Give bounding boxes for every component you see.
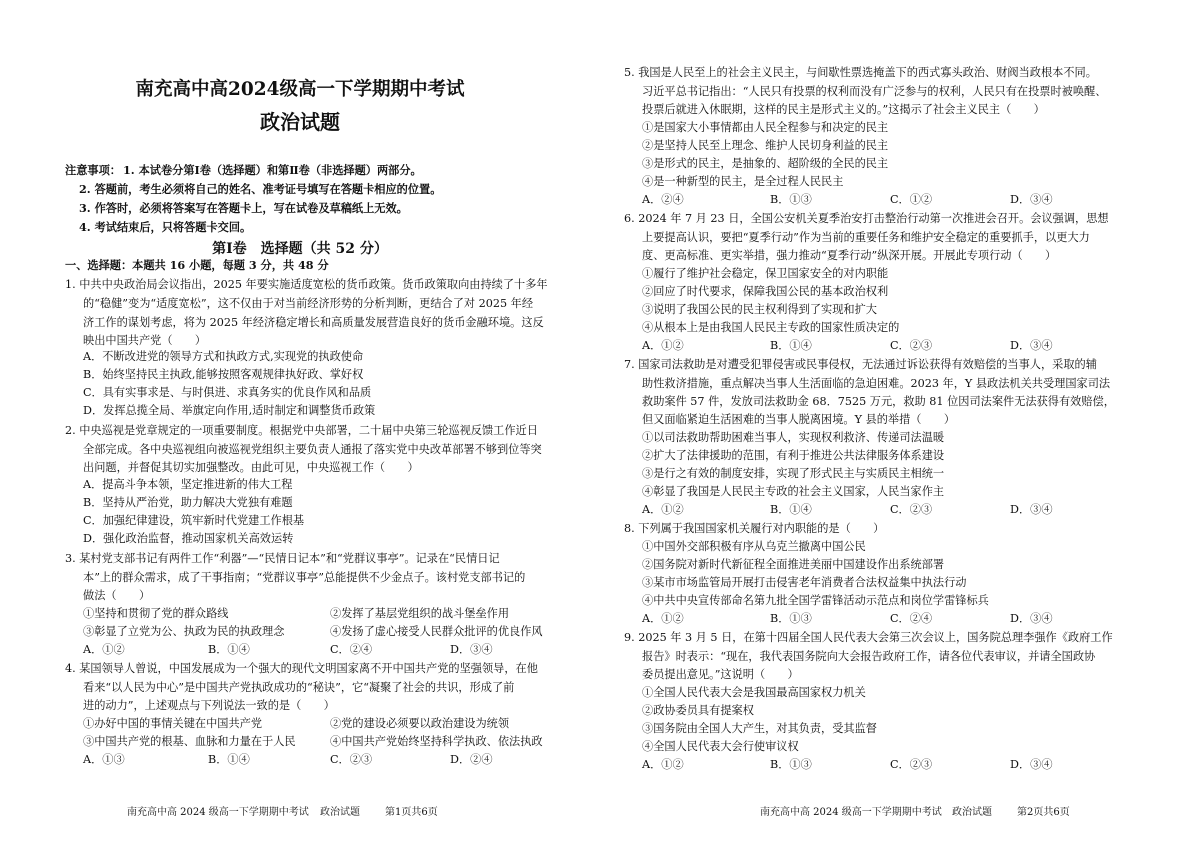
- question-9-choice: A．①②: [642, 758, 684, 771]
- question-7-choice: A．①②: [642, 503, 684, 516]
- question-8-item: ②国务院对新时代新征程全面推进美丽中国建设作出系统部署: [642, 558, 945, 571]
- question-2-option: B．坚持从严治党，助力解决大党独有难题: [83, 496, 293, 509]
- question-6-choice: D．③④: [1010, 339, 1053, 352]
- footer-school: 南充高中高 2024 级高一下学期期中考试: [127, 807, 309, 818]
- question-6-choice: A．①②: [642, 339, 684, 352]
- note-item: 4. 考试结束后，只将答题卡交回。: [79, 220, 252, 234]
- question-3-item: ④发扬了虚心接受人民群众批评的优良作风: [330, 625, 543, 638]
- question-3-line: 3. 某村党支部书记有两件工作“利器”—“民情日记本”和“党群议事亭”。记录在“民情日记: [65, 552, 500, 565]
- section-title: 第Ⅰ卷 选择题（共 52 分）: [212, 241, 388, 257]
- question-7-line: 7. 国家司法救助是对遭受犯罪侵害或民事侵权，无法通过诉讼获得有效赔偿的当事人，采取的辅: [624, 358, 1097, 371]
- question-3-choice: D．③④: [450, 643, 493, 656]
- question-1-line: 济工作的谋划考虑，将为 2025 年经济稳定增长和高质量发展营造良好的货币金融环境。这反: [83, 316, 544, 329]
- question-7-item: ②扩大了法律援助的范围，有利于推进公共法律服务体系建设: [642, 449, 945, 462]
- question-8-choice: C．②④: [890, 612, 933, 625]
- question-7-item: ①以司法救助帮助困难当事人，实现权利救济、传递司法温暖: [642, 431, 945, 444]
- question-5-choice: A．②④: [642, 193, 684, 206]
- question-9-line: 报告》时表示：“现在，我代表国务院向大会报告政府工作，请各位代表审议，并请全国政协: [642, 650, 1096, 663]
- question-1-line: 1. 中共中央政治局会议指出，2025 年要实施适度宽松的货币政策。货币政策取向由持续了十多年: [65, 278, 548, 291]
- question-9-choice: D．③④: [1010, 758, 1053, 771]
- question-2-option: D．强化政治监督，推动国家机关高效运转: [83, 532, 294, 545]
- question-8-choice: B．①③: [770, 612, 812, 625]
- footer-subject: 政治试题: [320, 807, 360, 818]
- question-5-line: 投票后就进入休眠期，这样的民主是形式主义的。”这揭示了社会主义民主（ ）: [642, 103, 1045, 116]
- note-item: 2. 答题前，考生必须将自己的姓名、准考证号填写在答题卡相应的位置。: [79, 182, 442, 196]
- question-6-choice: C．②③: [890, 339, 933, 352]
- question-6-item: ②回应了时代要求，保障我国公民的基本政治权利: [642, 285, 889, 298]
- question-9-line: 委员提出意见。”这说明（ ）: [642, 668, 799, 681]
- question-4-item: ①办好中国的事情关键在中国共产党: [83, 717, 263, 730]
- question-9-line: 9. 2025 年 3 月 5 日，在第十四届全国人民代表大会第三次会议上，国务院总理李强作《政府工作: [624, 631, 1113, 644]
- question-5-item: ③是形式的民主，是抽象的、超阶级的全民的民主: [642, 157, 889, 170]
- question-1-line: 的“稳健”变为“适度宽松”，这不仅由于对当前经济形势的分析判断，更结合了对 2025 年经: [83, 297, 534, 310]
- question-8-item: ①中国外交部积极有序从乌克兰撤离中国公民: [642, 540, 866, 553]
- question-6-line: 上要提高认识，要把“夏季行动”作为当前的重要任务和维护安全稳定的重要抓手，以更大力: [642, 231, 1090, 244]
- question-2-line: 全部完成。各中央巡视组向被巡视党组织主要负责人通报了落实党中央改革部署不够到位等突: [83, 443, 542, 456]
- question-7-choice: D．③④: [1010, 503, 1053, 516]
- question-6-line: 度、更高标准、更实举措，强力推动“夏季行动”纵深开展。开展此专项行动（ ）: [642, 249, 1057, 262]
- question-9-item: ③国务院由全国人大产生，对其负责，受其监督: [642, 722, 877, 735]
- question-7-item: ④彰显了我国是人民民主专政的社会主义国家，人民当家作主: [642, 485, 945, 498]
- note-item: 3. 作答时，必须将答案写在答题卡上，写在试卷及草稿纸上无效。: [79, 201, 408, 215]
- question-8-line: 8. 下列属于我国国家机关履行对内职能的是（ ）: [624, 522, 885, 535]
- question-4-line: 4. 某国领导人曾说，中国发展成为一个强大的现代文明国家离不开中国共产党的坚强领导，在他: [65, 662, 538, 675]
- question-3-item: ②发挥了基层党组织的战斗堡垒作用: [330, 607, 510, 620]
- question-5-choice: B．①③: [770, 193, 812, 206]
- question-5-line: 5. 我国是人民至上的社会主义民主，与间歇性票选掩盖下的西式寡头政治、财阀当政根本不同。: [624, 66, 1097, 79]
- question-4-choice: C．②③: [330, 753, 373, 766]
- question-9-item: ②政协委员具有提案权: [642, 704, 754, 717]
- question-7-line: 助性救济措施，重点解决当事人生活面临的急迫困难。2023 年，Y 县政法机关共受理国家司法: [642, 377, 1111, 390]
- part-heading: 一、选择题：本题共 16 小题，每题 3 分，共 48 分: [65, 258, 329, 272]
- question-3-item: ①坚持和贯彻了党的群众路线: [83, 607, 229, 620]
- question-4-choice: D．②④: [450, 753, 493, 766]
- question-3-choice: B．①④: [208, 643, 250, 656]
- question-8-choice: A．①②: [642, 612, 684, 625]
- question-2-option: A．提高斗争本领，坚定推进新的伟大工程: [83, 478, 293, 491]
- subject-title: 政治试题: [260, 110, 340, 134]
- footer-page-number: 第1页共6页: [385, 807, 438, 818]
- question-9-choice: B．①③: [770, 758, 812, 771]
- question-6-choice: B．①④: [770, 339, 812, 352]
- question-3-choice: A．①②: [83, 643, 125, 656]
- question-9-choice: C．②③: [890, 758, 933, 771]
- question-4-line: 看来“以人民为中心”是中国共产党执政成功的“秘诀”，它“凝聚了社会的共识，形成了前: [83, 681, 515, 694]
- question-3-line: 本”上的群众需求，成了干事指南；“党群议事亭”总能提供不少金点子。该村党支部书记的: [83, 571, 526, 584]
- question-3-line: 做法（ ）: [83, 589, 151, 602]
- question-5-line: 习近平总书记指出：“人民只有投票的权利而没有广泛参与的权利，人民只有在投票时被唤醒、: [642, 85, 1107, 98]
- question-6-line: 6. 2024 年 7 月 23 日，全国公安机关夏季治安打击整治行动第一次推进会召开。会议强调，思想: [624, 212, 1109, 225]
- question-1-option: C．具有实事求是、与时俱进、求真务实的优良作风和品质: [83, 386, 372, 399]
- exam-page-2: [600, 0, 1200, 847]
- question-8-item: ③某市市场监管局开展打击侵害老年消费者合法权益集中执法行动: [642, 576, 967, 589]
- question-4-item: ②党的建设必须要以政治建设为统领: [330, 717, 510, 730]
- question-7-line: 救助案件 57 件，发放司法救助金 68．7525 万元，救助 81 位因司法案件无法获得有效赔偿，: [642, 395, 1115, 408]
- question-1-line: 映出中国共产党（ ）: [83, 334, 207, 347]
- question-4-choice: B．①④: [208, 753, 250, 766]
- question-2-line: 2. 中央巡视是党章规定的一项重要制度。根据党中央部署，二十届中央第三轮巡视反馈工作近日: [65, 424, 538, 437]
- question-5-item: ①是国家大小事情都由人民全程参与和决定的民主: [642, 121, 889, 134]
- question-8-item: ④中共中央宣传部命名第九批全国学雷锋活动示范点和岗位学雷锋标兵: [642, 594, 989, 607]
- footer-school: 南充高中高 2024 级高一下学期期中考试: [760, 807, 942, 818]
- question-4-choice: A．①③: [83, 753, 125, 766]
- question-5-item: ④是一种新型的民主，是全过程人民民主: [642, 175, 844, 188]
- question-9-item: ④全国人民代表大会行使审议权: [642, 740, 799, 753]
- question-3-item: ③彰显了立党为公、执政为民的执政理念: [83, 625, 285, 638]
- question-6-item: ④从根本上是由我国人民民主专政的国家性质决定的: [642, 321, 900, 334]
- question-4-item: ④中国共产党始终坚持科学执政、依法执政: [330, 735, 543, 748]
- question-4-item: ③中国共产党的根基、血脉和力量在于人民: [83, 735, 296, 748]
- footer-page-number: 第2页共6页: [1017, 807, 1070, 818]
- question-9-item: ①全国人民代表大会是我国最高国家权力机关: [642, 686, 866, 699]
- exam-title: 南充高中高2024级高一下学期期中考试: [135, 79, 465, 100]
- question-7-choice: B．①④: [770, 503, 812, 516]
- question-5-choice: C．①②: [890, 193, 933, 206]
- question-5-choice: D．③④: [1010, 193, 1053, 206]
- question-6-item: ③说明了我国公民的民主权利得到了实现和扩大: [642, 303, 877, 316]
- question-5-item: ②是坚持人民至上理念、维护人民切身利益的民主: [642, 139, 889, 152]
- question-7-choice: C．②③: [890, 503, 933, 516]
- question-2-option: C．加强纪律建设，筑牢新时代党建工作根基: [83, 514, 305, 527]
- question-1-option: A．不断改进党的领导方式和执政方式,实现党的执政使命: [83, 350, 364, 363]
- question-2-line: 出问题，并督促其切实加强整改。由此可见，中央巡视工作（ ）: [83, 461, 419, 474]
- question-3-choice: C．②④: [330, 643, 373, 656]
- question-7-line: 但又面临紧迫生活困难的当事人脱离困境。Y 县的举措（ ）: [642, 413, 956, 426]
- question-6-item: ①履行了维护社会稳定，保卫国家安全的对内职能: [642, 267, 889, 280]
- footer-subject: 政治试题: [952, 807, 992, 818]
- question-8-choice: D．③④: [1010, 612, 1053, 625]
- question-4-line: 进的动力”，上述观点与下列说法一致的是（ ）: [83, 699, 335, 712]
- note-item: 1. 本试卷分第Ⅰ卷（选择题）和第Ⅱ卷（非选择题）两部分。: [123, 163, 422, 177]
- question-1-option: B．始终坚持民主执政,能够按照客观规律执好政、掌好权: [83, 368, 364, 381]
- question-1-option: D．发挥总揽全局、举旗定向作用,适时制定和调整货币政策: [83, 404, 376, 417]
- notes-label: 注意事项：: [65, 163, 121, 177]
- question-7-item: ③是行之有效的制度安排，实现了形式民主与实质民主相统一: [642, 467, 945, 480]
